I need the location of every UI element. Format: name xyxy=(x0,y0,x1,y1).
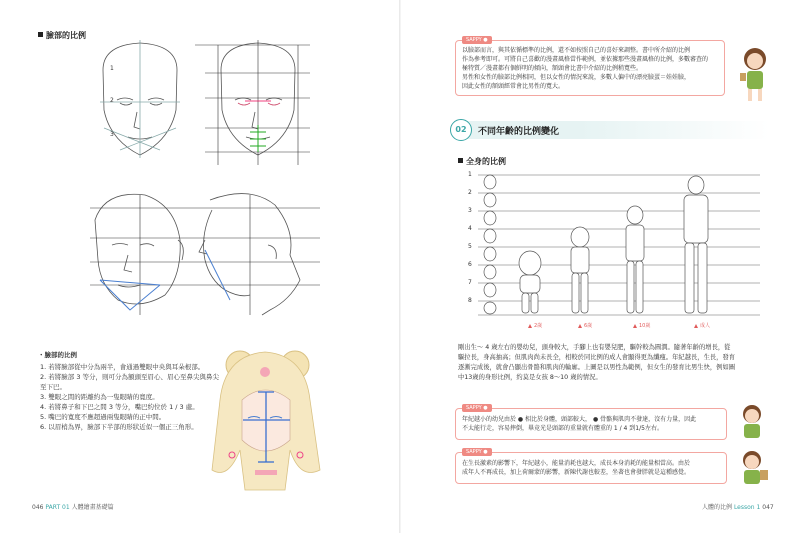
mascot-illustration-3 xyxy=(732,448,772,488)
page-number-right: 047 xyxy=(762,504,774,511)
body-paragraph: 剛出生～ 4 歲左右的嬰幼兒，頭身較大，手腳上也有嬰兒肥，驅幹較為圓潤。隨著年齡的增長，從 驅拉長，身高抽高；但肌肉尚未長全，相較於同比例的成人會顯得更為纖瘦。年紀越長，生長，發育 逐漸完成後，就會凸顯出骨骼和肌肉的輪廓。上圖是以男性為範例，但女生的發育比男生快，例如圖 中13歲的身形比例，約莫是女孩 8～10 歲的情況。 xyxy=(458,344,736,381)
footer-part: PART 01 xyxy=(45,504,70,511)
tip-text-2: 年紀越小的幼兒由於 ● 相比於身體，頭部較大， ● 骨骼與肌肉不發達，沒有力量，因此 不太能行走，容易摔倒，畢竟光是頭部的重量就有體重的 1 / 4 到1/5左右。 xyxy=(462,416,697,432)
footer-title-right: 人體的比例 xyxy=(702,504,733,511)
tip-text-1: 以臉部而言，與其依循標準的比例，還不如按照自己的喜好來調整。書中所介紹的比例 作為參考即可。可將自己喜歡的漫畫風格當作範例，並依據那些漫畫風格的比例，多數審查的 極特質／漫畫都有個鮮明的傾向，額頭會比書中介紹的比例稍寬些。 男性和女性的臉部比例相同，但以女性的情況來說，多數人偏中的漂亮臉蛋＝娃娃臉， 因此女性的額頭經常會比男性的寬大。 xyxy=(462,47,709,90)
note-3: 3. 雙眼之間的距離約為一隻眼睛的寬度。 xyxy=(40,393,159,401)
heading-label: 不同年齡的比例變化 xyxy=(478,127,560,137)
age-label-2: 2歲 xyxy=(534,323,543,329)
tip-box-1 xyxy=(455,37,725,96)
face-number-3: 3 xyxy=(110,131,114,138)
section-title-face: 臉部的比例 xyxy=(38,30,86,41)
section-heading-02 xyxy=(454,121,769,139)
tip-box-2 xyxy=(455,405,727,440)
left-footer xyxy=(32,502,114,511)
tip-tag-3: SAPPY ● xyxy=(462,448,492,456)
note-6: 6. 以眉梢為界，臉部下半部的形狀近似一個正三角形。 xyxy=(40,423,198,431)
note-4: 4. 若將鼻子和下巴之間 3 等分，嘴巴約位於 1 / 3 處。 xyxy=(40,403,199,411)
tip-tag-2: SAPPY ● xyxy=(462,404,492,412)
note-1: 1. 若將臉部從中分為兩半，會通過雙眼中央與耳朵根部。 xyxy=(40,363,205,371)
age-label-6: 6歲 xyxy=(584,323,593,329)
note-5: 5. 嘴巴的寬度不應超過兩隻眼睛的正中間。 xyxy=(40,413,166,421)
tip-box-3 xyxy=(455,449,727,484)
age-label-adult: 成人 xyxy=(700,323,711,329)
face-proportion-sketches xyxy=(0,0,400,520)
notes-list xyxy=(40,362,220,432)
note-2: 2. 若將臉部 3 等分，則可分為額頭至眉心、眉心至鼻尖與鼻尖至下巴。 xyxy=(40,373,220,391)
mascot-illustration-2 xyxy=(732,402,772,442)
page-number-left: 046 xyxy=(32,504,44,511)
body-proportion-chart xyxy=(460,165,780,345)
heading-number: 02 xyxy=(450,119,472,141)
age-label-10: 10歲 xyxy=(639,323,651,329)
mascot-illustration-1 xyxy=(735,45,775,105)
footer-title-left: 人體繪畫基礎篇 xyxy=(71,504,114,511)
face-number-1: 1 xyxy=(110,65,114,72)
section-title-body: 全身的比例 xyxy=(458,156,506,167)
right-footer xyxy=(702,502,774,511)
tip-tag-1: SAPPY ● xyxy=(462,36,492,44)
footer-lesson: Lesson 1 xyxy=(733,504,761,511)
notes-title: ・臉部的比例 xyxy=(38,351,77,359)
face-number-2: 2 xyxy=(110,97,114,104)
book-spread: 臉部的比例 1 2 3 ・臉部的比例 1. 若將臉部從中分為兩半，會通過雙眼中央與耳朵根部。 2. 若將臉部 3 等分，則可分為額頭至眉心、眉心至鼻尖與鼻尖至下巴。 3. 雙眼之間的距離約為一隻眼睛的寬度。 4. 若將鼻子和下巴之間 3 等分，嘴巴約位於 1 / 3 處。 5. 嘴巴的寬度不應超過兩隻眼睛的正中間。 6. 以眉梢為界，臉部下半部的形狀近似一個正三角形。 046 PART 01 人體繪畫基礎篇 SAPPY ● 以臉部而言，與其依循標準的比例，還不如按照自己的喜好來調整。書中所介紹的比例 作為參考即可。可將自己喜歡的漫畫風格當作範例，並依據那些漫畫風格的比例，多數審查的 極特質／漫畫都有個鮮明的傾向，額頭會比書中介紹的比例稍寬些。 男性和女性的臉部比例相同，但以女性的情況來說，多數人偏中的漂亮臉蛋＝娃娃臉， 因此女性的額頭經常會比男性的寬大。 02 不同年齡的比例變化 全身的比例 1 2 3 4 5 6 7 8 2歲 6歲 10歲 成人 剛出生～ 4 歲左右的嬰幼兒，頭身較大，手腳上也有嬰兒肥，驅幹較為圓潤。隨著年齡的增長，從 驅拉長，身高抽高；但肌肉尚未長全，相較於同比例的成人會顯得更為纖瘦。年紀越長，生長，發育 逐漸完成後，就會凸顯出骨骼和肌肉的輪廓。上圖是以男性為範例，但女生的發育比男生快，例如圖 中13歲的身形比例，約莫是女孩 8～10 歲的情況。 SAPPY ● 年紀越小的幼兒由於 ● 相比於身體，頭部較大， ● 骨骼與肌肉不發達，沒有力量，因此 不太能行走，容易摔倒，畢竟光是頭部的重量就有體重的 1 / 4 到1/5左右。 SAPPY ● 在生長激素的影響下，年紀越小，能量消耗也越大，成長本身消耗的能量相當高。由於 成年人不再成長，加上荷爾蒙的影響，新陳代謝也較差，坐著也會發胖就是這種感覺。 人體的比例 Lesson 1 047 xyxy=(0,0,800,533)
tip-text-3: 在生長激素的影響下，年紀越小，能量消耗也越大，成長本身消耗的能量相當高。由於 成年人不再成長，加上荷爾蒙的影響，新陳代謝也較差，坐著也會發胖就是這種感覺。 xyxy=(462,460,691,476)
